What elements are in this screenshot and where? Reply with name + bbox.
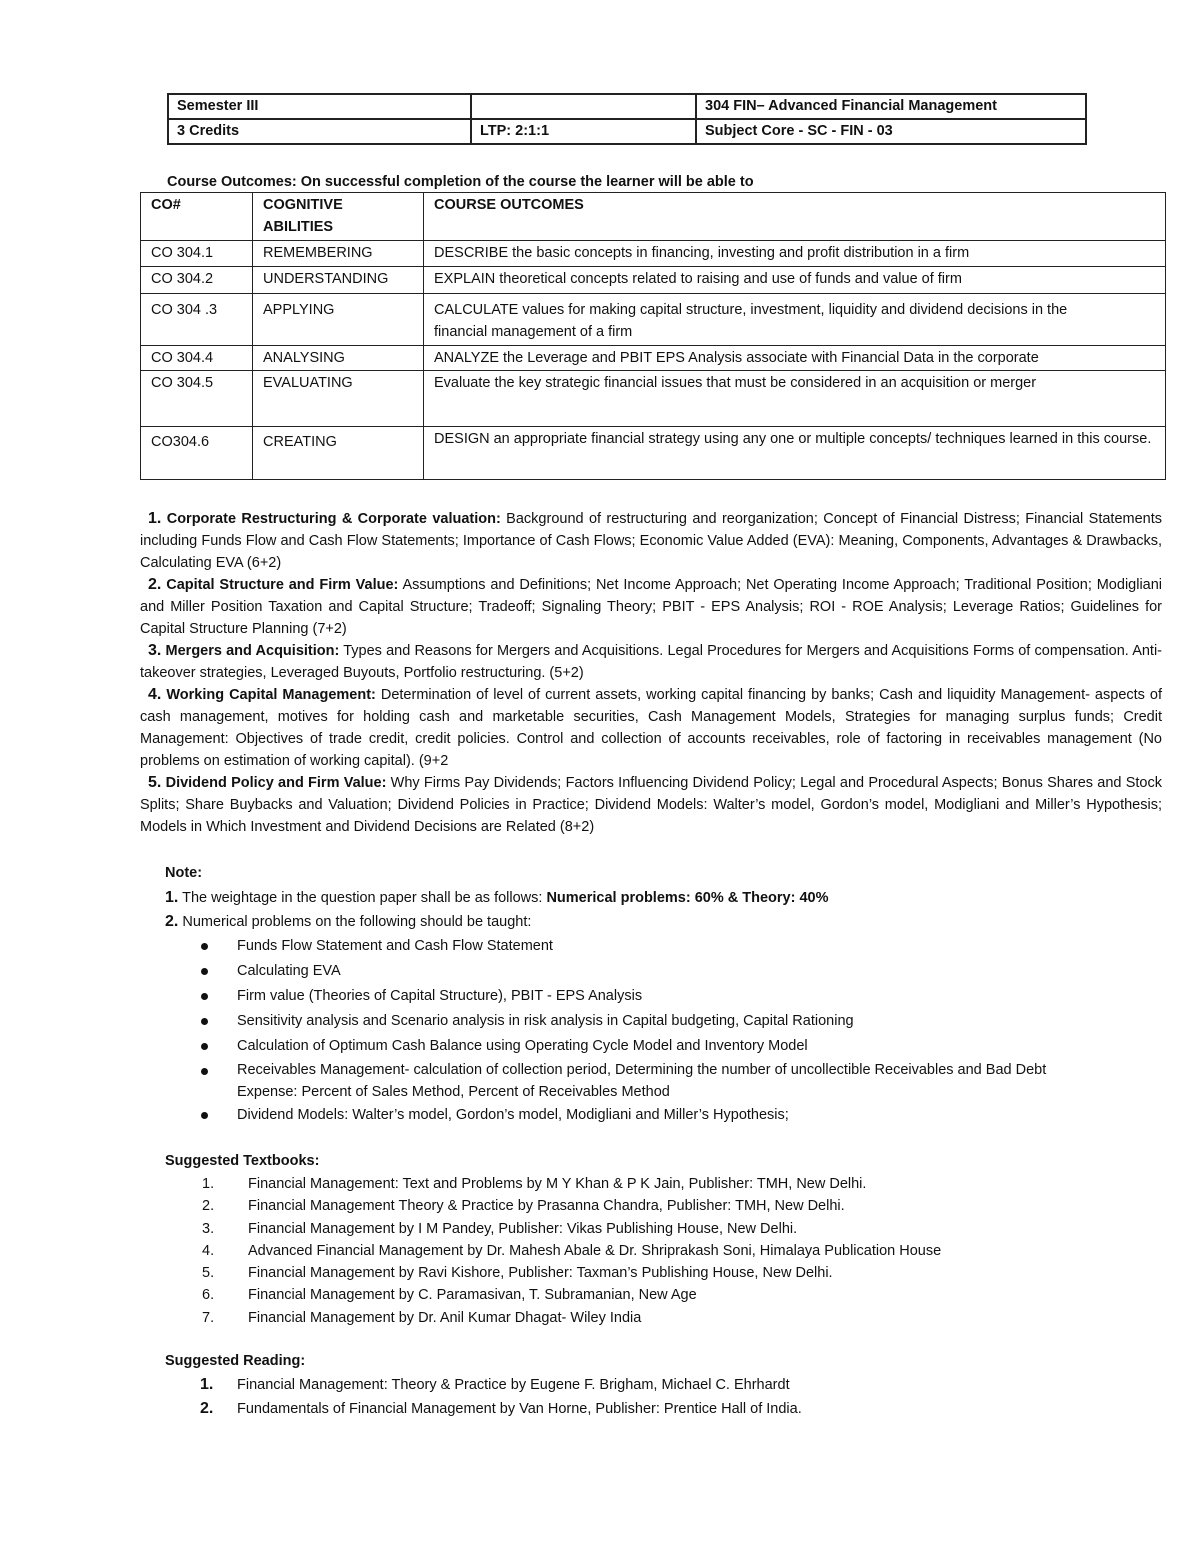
header-row: [168, 94, 1086, 119]
textbooks-list: [165, 1173, 1145, 1329]
list-item-text: Financial Management Theory & Practice by Prasanna Chandra, Publisher: TMH, New Delhi.: [248, 1198, 845, 1215]
list-item: [165, 1397, 1145, 1421]
bullet-icon: [201, 968, 208, 975]
list-item-text: Financial Management by Ravi Kishore, Publisher: Taxman’s Publishing House, New Delhi.: [248, 1265, 833, 1282]
list-index: 1.: [202, 1176, 215, 1192]
list-item-text: Dividend Models: Walter’s model, Gordon’s model, Modigliani and Miller’s Hypothesis;: [237, 1107, 789, 1123]
header-row: [168, 119, 1086, 144]
list-index: 4.: [202, 1242, 215, 1259]
cognitive-ability: APPLYING: [253, 294, 424, 346]
unit-paragraph: [140, 772, 1162, 838]
unit-body: Assumptions and Definitions; Net Income Approach; Net Operating Income Approach; Traditional Position; Modigliani and Miller Position Taxation and Capital Structure; Tradeoff; Signaling Theory; PBIT - EPS Analysis; ROI - ROE Analysis; Leverage Ratios; Guidelines for Capital Structure Planning (7+2): [140, 577, 1163, 637]
semester-cell: Semester III: [168, 94, 471, 119]
numerical-topics-list: [201, 934, 1145, 1128]
list-item-text: Calculation of Optimum Cash Balance using Operating Cycle Model and Inventory Model: [237, 1038, 808, 1054]
empty-cell: [471, 94, 696, 119]
list-item-text: Financial Management by I M Pandey, Publisher: Vikas Publishing House, New Delhi.: [248, 1220, 798, 1237]
co-id: CO304.6: [141, 427, 253, 480]
outcome-text: Evaluate the key strategic financial issues that must be considered in an acquisition or merger: [424, 371, 1166, 427]
unit-title: Mergers and Acquisition:: [165, 643, 340, 659]
course-outcomes-table: [140, 192, 1166, 480]
list-item: [165, 1284, 1145, 1306]
bullet-icon: [201, 1068, 208, 1075]
note-line-1: [165, 886, 1145, 910]
list-item: [201, 1059, 1145, 1103]
note-label: Note:: [165, 865, 203, 881]
outcome-text: CALCULATE values for making capital structure, investment, liquidity and dividend decisions in the financial management of a firm: [424, 294, 1166, 346]
bullet-icon: [201, 943, 208, 950]
list-index: 3.: [202, 1220, 215, 1237]
unit-title: Corporate Restructuring & Corporate valuation:: [166, 511, 501, 527]
list-item-text: Funds Flow Statement and Cash Flow Statement: [237, 938, 553, 954]
list-item-text: Financial Management by Dr. Anil Kumar Dhagat- Wiley India: [248, 1309, 642, 1326]
column-header-outcomes: COURSE OUTCOMES: [424, 193, 1166, 241]
suggested-reading: [165, 1350, 1145, 1421]
list-index: 6.: [202, 1287, 215, 1304]
co-id: CO 304 .3: [141, 294, 253, 346]
list-index: 1.: [200, 1376, 214, 1393]
note-number: 1.: [165, 889, 179, 906]
bullet-icon: [201, 993, 208, 1000]
note-text: The weightage in the question paper shall be as follows:: [178, 890, 547, 906]
unit-number: 1.: [148, 510, 162, 527]
list-item-text: Financial Management: Theory & Practice by Eugene F. Brigham, Michael C. Ehrhardt: [237, 1377, 790, 1393]
list-item-text: Fundamentals of Financial Management by Van Horne, Publisher: Prentice Hall of India.: [237, 1401, 802, 1417]
bullet-icon: [201, 1043, 208, 1050]
unit-body: Types and Reasons for Mergers and Acquisitions. Legal Procedures for Mergers and Acquisitions Forms of compensation. Anti-takeover strategies, Leveraged Buyouts, Portfolio restructuring. (5+2): [140, 643, 1163, 681]
table-row: [141, 267, 1166, 294]
note-weightage: Numerical problems: 60% & Theory: 40%: [546, 890, 829, 906]
list-item: [165, 1373, 1145, 1397]
unit-title: Working Capital Management:: [166, 687, 376, 703]
unit-number: 5.: [148, 774, 162, 791]
list-index: 2.: [202, 1198, 215, 1215]
list-item: [165, 1173, 1145, 1195]
list-item-text: Sensitivity analysis and Scenario analysis in risk analysis in Capital budgeting, Capital Rationing: [237, 1013, 854, 1029]
column-header-co: CO#: [141, 193, 253, 241]
list-item: [201, 1103, 1145, 1128]
unit-paragraph: [140, 684, 1162, 772]
co-id: CO 304.1: [141, 241, 253, 267]
table-header-row: [141, 193, 1166, 241]
column-header-cognitive: COGNITIVE ABILITIES: [253, 193, 424, 241]
co-id: CO 304.5: [141, 371, 253, 427]
unit-body: Background of restructuring and reorganization; Concept of Financial Distress; Financial Statements including Funds Flow and Cash Flow Statements; Importance of Cash Flows; Economic Value Added (EVA): Meaning, Components, Advantages & Drawbacks, Calculating EVA (6+2): [140, 511, 1162, 571]
list-item: [201, 959, 1145, 984]
course-outcomes-caption: Course Outcomes: On successful completion of the course the learner will be able to: [167, 174, 754, 190]
list-item: [165, 1218, 1145, 1240]
ltp-cell: LTP: 2:1:1: [471, 119, 696, 144]
table-row: [141, 371, 1166, 427]
unit-paragraph: [140, 574, 1162, 640]
outcome-text: DESCRIBE the basic concepts in financing, investing and profit distribution in a firm: [424, 241, 1166, 267]
list-item: [165, 1307, 1145, 1329]
co-id: CO 304.2: [141, 267, 253, 294]
cognitive-ability: ANALYSING: [253, 346, 424, 371]
reading-list: [165, 1373, 1145, 1421]
list-item: [201, 1034, 1145, 1059]
outcome-text: EXPLAIN theoretical concepts related to raising and use of funds and value of firm: [424, 267, 1166, 294]
outcome-text: DESIGN an appropriate financial strategy using any one or multiple concepts/ techniques learned in this course.: [424, 427, 1166, 480]
bullet-icon: [201, 1112, 208, 1119]
unit-title: Capital Structure and Firm Value:: [166, 577, 399, 593]
unit-paragraph: [140, 508, 1162, 574]
unit-number: 4.: [148, 686, 162, 703]
unit-number: 3.: [148, 642, 162, 659]
bullet-icon: [201, 1018, 208, 1025]
cognitive-ability: REMEMBERING: [253, 241, 424, 267]
list-item-text: Financial Management by C. Paramasivan, T. Subramanian, New Age: [248, 1287, 697, 1304]
course-title-cell: 304 FIN– Advanced Financial Management: [696, 94, 1086, 119]
list-item: [201, 934, 1145, 959]
subject-core-cell: Subject Core - SC - FIN - 03: [696, 119, 1086, 144]
note-section: [165, 862, 1145, 1128]
outcome-text: ANALYZE the Leverage and PBIT EPS Analysis associate with Financial Data in the corporate: [424, 346, 1166, 371]
unit-title: Dividend Policy and Firm Value:: [165, 775, 387, 791]
reading-label: Suggested Reading:: [165, 1353, 306, 1369]
list-item: [165, 1240, 1145, 1262]
list-item: [201, 984, 1145, 1009]
co-id: CO 304.4: [141, 346, 253, 371]
course-header-table: [167, 93, 1087, 145]
list-item: [201, 1009, 1145, 1034]
cognitive-ability: EVALUATING: [253, 371, 424, 427]
table-row: [141, 427, 1166, 480]
list-item-text: Receivables Management- calculation of collection period, Determining the number of uncollectible Receivables and Bad Debt Expense: Percent of Sales Method, Percent of Receivables Method: [237, 1062, 1047, 1100]
list-item-text: Financial Management: Text and Problems by M Y Khan & P K Jain, Publisher: TMH, New Delhi.: [248, 1176, 867, 1192]
list-item-text: Calculating EVA: [237, 963, 341, 979]
table-row: [141, 294, 1166, 346]
note-number: 2.: [165, 913, 179, 930]
list-item-text: Advanced Financial Management by Dr. Mahesh Abale & Dr. Shriprakash Soni, Himalaya Publication House: [248, 1242, 942, 1259]
cognitive-ability: CREATING: [253, 427, 424, 480]
list-index: 7.: [202, 1309, 215, 1326]
suggested-textbooks: [165, 1150, 1145, 1329]
table-row: [141, 346, 1166, 371]
note-text: Numerical problems on the following should be taught:: [178, 914, 532, 930]
list-index: 5.: [202, 1265, 215, 1282]
list-item: [165, 1262, 1145, 1284]
unit-paragraph: [140, 640, 1162, 684]
credits-cell: 3 Credits: [168, 119, 471, 144]
textbooks-label: Suggested Textbooks:: [165, 1153, 320, 1169]
list-item: [165, 1195, 1145, 1217]
table-row: [141, 241, 1166, 267]
unit-body: Determination of level of current assets, working capital financing by banks; Cash and liquidity Management- aspects of cash management, motives for holding cash and marketable securities, Cash Management Models, Strategies for managing surplus funds; Credit Management: Objectives of trade credit, credit policies. Control and collection of accounts receivables, role of factoring in receivables management (No problems on estimation of working capital). (9+2: [140, 687, 1162, 769]
unit-number: 2.: [148, 576, 162, 593]
syllabus-units: [140, 508, 1162, 838]
list-item-text: Firm value (Theories of Capital Structure), PBIT - EPS Analysis: [237, 988, 643, 1004]
list-index: 2.: [200, 1400, 214, 1417]
unit-body: Why Firms Pay Dividends; Factors Influencing Dividend Policy; Legal and Procedural Aspects; Bonus Shares and Stock Splits; Share Buybacks and Valuation; Dividend Policies in Practice; Dividend Models: Walter’s model, Gordon’s model, Modigliani and Miller’s Hypothesis; Models in Which Investment and Dividend Decisions are Related (8+2): [140, 775, 1162, 835]
note-line-2: [165, 910, 1145, 934]
cognitive-ability: UNDERSTANDING: [253, 267, 424, 294]
